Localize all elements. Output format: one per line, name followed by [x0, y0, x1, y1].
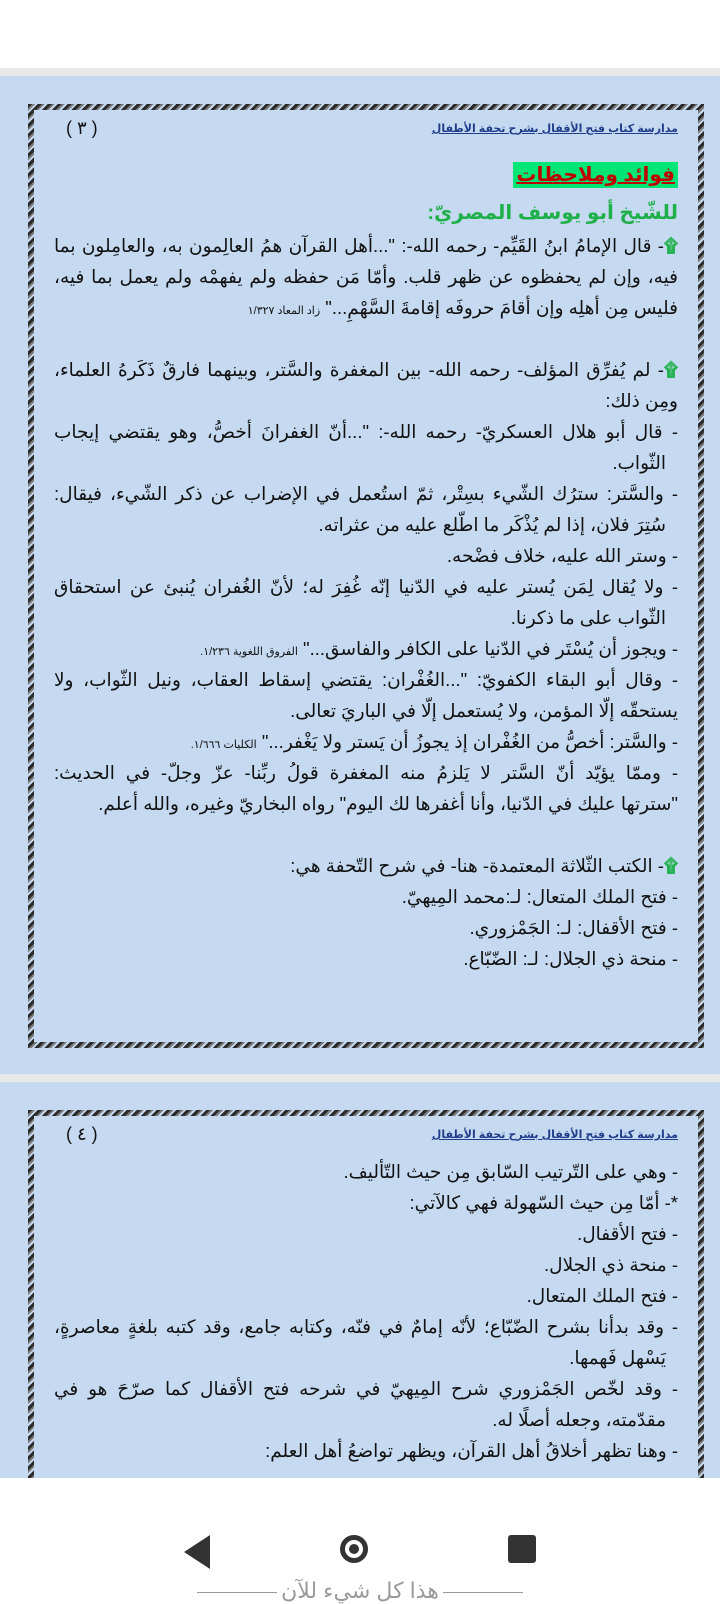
text-line: "سترتها عليك في الدّنيا، وأنا أغفرها لك اليوم" رواه البخاريّ وغيره، والله أعلم.: [98, 793, 678, 814]
end-of-content-caption: هذا كل شيء للآن: [0, 1578, 720, 1604]
section-marker-icon: ۩: [663, 359, 678, 380]
document-page-4[interactable]: [0, 1082, 720, 1478]
citation-note: الكليات ١/٦٦٦.: [190, 739, 257, 751]
citation-note: زاد المعاد ١/٣٢٧: [247, 305, 321, 317]
page-3-content: [54, 110, 678, 1042]
text-line: - وقال أبو البقاء الكفويّ: "...الغُفْران: يقتضي إسقاط العقاب، ونيل الثّواب، ولا: [54, 669, 678, 690]
citation-note: الفروق اللغوية ١/٢٣٦.: [200, 646, 298, 658]
page-3-book-title: مدارسة كتاب فتح الأقفال بشرح تحفة الأطفال: [431, 123, 678, 135]
page-4-text-body: [54, 1156, 678, 1466]
top-blank-bar: [0, 0, 720, 68]
text-line: - والسَّتر: أخصُّ من الغُفْران إذ يجوزُ أن يَستر ولا يَغْفر..." الكليات ١/٦٦٦.: [190, 731, 678, 752]
text-line: - فتح الأقفال: لـ: الجَمْزوري.: [469, 917, 678, 938]
page-4-decorative-border: [28, 1110, 704, 1478]
section-marker-icon: ۩: [663, 235, 678, 256]
text-line: - وهنا تظهر أخلاقُ أهل القرآن، ويظهر تواضعُ أهل العلم:: [265, 1440, 678, 1461]
page-3-text-body: [54, 230, 678, 974]
page-3-number: ( ٣ ): [66, 118, 98, 138]
text-line: - وقد بدأنا بشرح الضّبّاع؛ لأنّه إمامٌ في فنّه، وكتابه جامع، وقد كتبه بلغةٍ معاصرةٍ،: [54, 1316, 678, 1337]
text-line: - والسَّتر: سترُك الشّيء بسِتْر، ثمّ استُعمل في الإضراب عن ذكر الشّيء، فيقال:: [54, 483, 678, 504]
text-line: - فتح الملك المتعال.: [526, 1285, 678, 1306]
text-line: ۩- لم يُفرِّق المؤلف- رحمه الله- بين المغفرة والسَّتر، وبينهما فارقٌ ذَكَرهُ العلماء،: [54, 359, 678, 380]
text-line: ۩- قال الإمامُ ابنُ القَيِّم- رحمه الله-: "...أهل القرآن همُ العالِمون به، والعامِلون بما: [54, 235, 678, 256]
text-line: - ويجوز أن يُسْتَر في الدّنيا على الكافر والفاسق..." الفروق اللغوية ١/٢٣٦.: [200, 638, 678, 659]
text-line: ۩- الكتب الثّلاثة المعتمدة- هنا- في شرح التّحفة هي:: [290, 855, 678, 876]
section-marker-icon: ۩: [663, 855, 678, 876]
text-line: مقدّمته، وجعله أصلًا له.: [492, 1409, 666, 1430]
text-line: *- أمّا مِن حيث السّهولة فهي كالآتي:: [409, 1192, 678, 1213]
text-line: الثّواب على ما ذكرنا.: [510, 607, 666, 628]
text-line: فيه، وإن لم يحفظوه عن ظهر قلب. وأمّا مَن حفظه ولم يفهمْه ولم يعمل بما فيه،: [54, 266, 678, 287]
text-line: يستحقّه إلّا المؤمن، ولا يُستعمل إلّا في الباريَ تعالى.: [290, 700, 678, 721]
text-line: يَسْهل فَهمها.: [569, 1347, 666, 1368]
text-line: ومِن ذلك:: [605, 390, 678, 411]
page-4-content: [54, 1116, 678, 1478]
text-line: - وقد لخّص الجَمْزوري شرح المِيهيّ في شرحه فتح الأقفال كما صرّحَ هو في: [54, 1378, 678, 1399]
text-line: - وهي على التّرتيب السّابق مِن حيث التّأليف.: [343, 1161, 678, 1182]
text-line: - قال أبو هلال العسكريّ- رحمه الله-: "...أنّ الغفرانَ أخصُّ، وهو يقتضي إيجاب: [54, 421, 678, 442]
blank-line: [54, 323, 678, 354]
text-line: - منحة ذي الجلال.: [544, 1254, 678, 1275]
page-3-subheading: للشّيخ أبو يوسف المصريّ:: [427, 202, 678, 224]
text-line: - وممّا يؤيّد أنّ السَّتر لا يَلزمُ منه المغفرة قولُ ربِّنا- عزّ وجلّ- في الحديث:: [54, 762, 678, 783]
text-line: سُتِرَ فلان، إذا لم يُذْكَر ما اطّلع عليه من عثراته.: [318, 514, 666, 535]
text-line: فليس مِن أهلِه وإن أقامَ حروفَه إقامةَ السَّهْمِ..." زاد المعاد ١/٣٢٧: [247, 297, 678, 318]
recents-square-icon[interactable]: [508, 1535, 536, 1563]
page-4-number: ( ٤ ): [66, 1124, 98, 1144]
text-line: - ولا يُقال لِمَن يُستر عليه في الدّنيا إنّه غُفِرَ له؛ لأنّ الغُفران يُنبئ عن استحقاق: [54, 576, 678, 597]
text-line: - منحة ذي الجلال: لـ: الضّبّاع.: [463, 948, 678, 969]
text-line: الثّواب.: [612, 452, 666, 473]
blank-line: [54, 819, 678, 850]
home-circle-icon[interactable]: [340, 1535, 368, 1563]
page-3-heading: فوائد وملاحظات: [513, 162, 678, 188]
page-gap: [0, 1074, 720, 1082]
page-3-decorative-border: [28, 104, 704, 1048]
page-gap: [0, 68, 720, 76]
page-4-book-title: مدارسة كتاب فتح الأقفال بشرح تحفة الأطفال: [431, 1129, 678, 1141]
text-line: - فتح الملك المتعال: لـ:محمد المِيهيّ.: [401, 886, 678, 907]
document-page-3[interactable]: [0, 76, 720, 1074]
text-line: - فتح الأقفال.: [577, 1223, 678, 1244]
back-triangle-icon[interactable]: [184, 1535, 210, 1569]
text-line: - وستر الله عليه، خلاف فضْحه.: [446, 545, 678, 566]
